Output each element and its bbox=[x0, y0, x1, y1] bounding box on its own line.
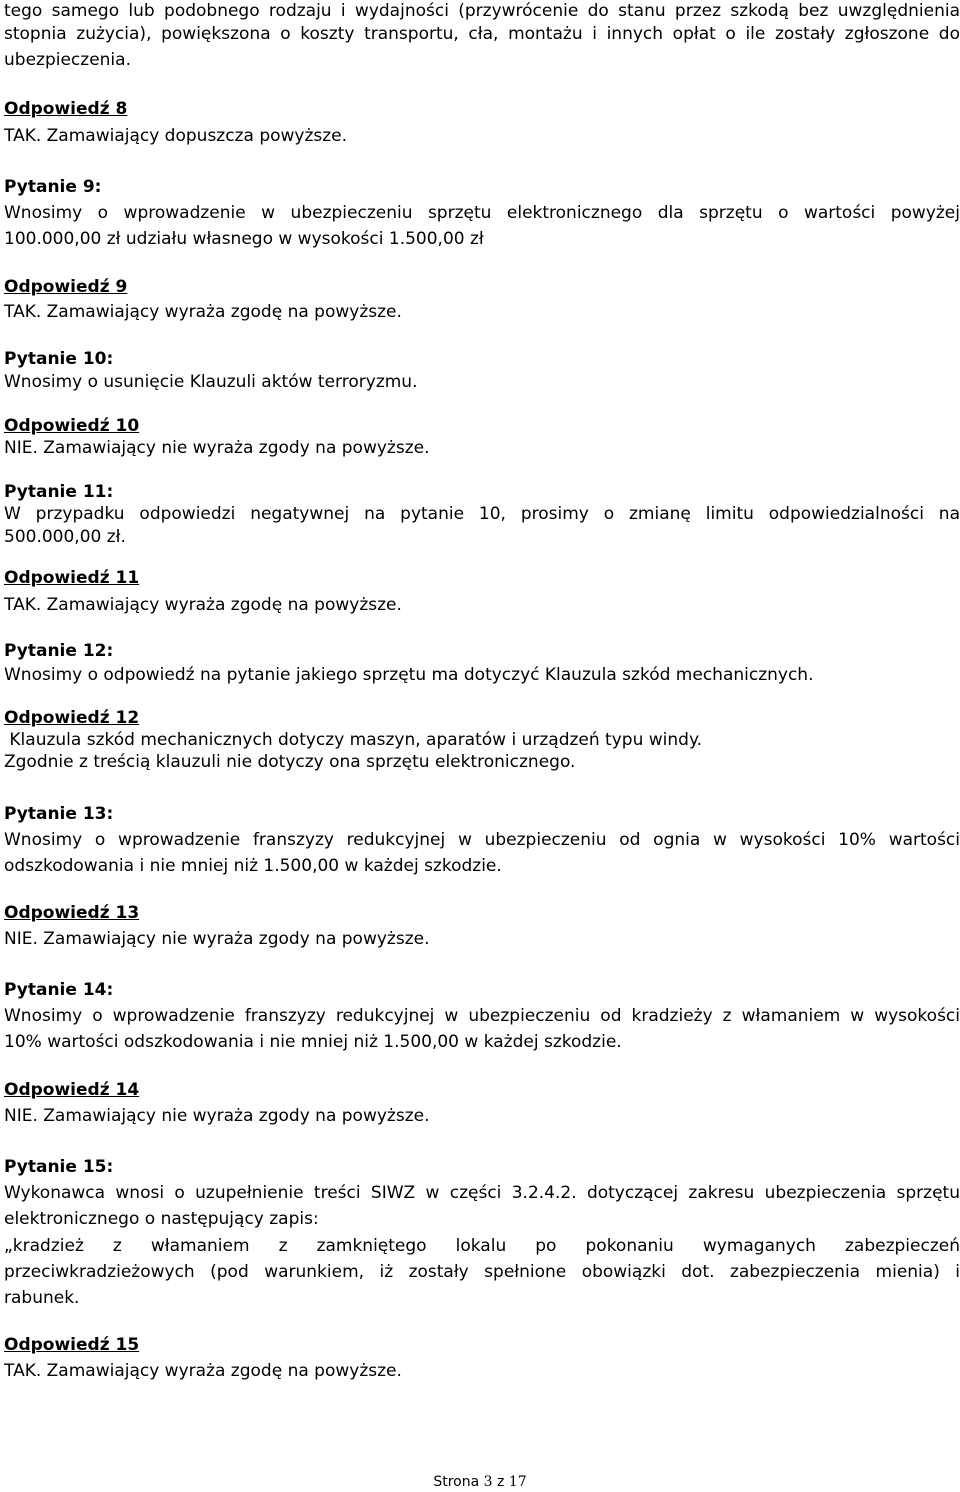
question-14-text: Wnosimy o wprowadzenie franszyzy redukcyjnej w ubezpieczeniu od kradzieży z włamaniem w wysokości bbox=[4, 1006, 960, 1026]
intro-line: stopnia zużycia), powiększona o koszty transportu, cła, montażu i innych opłat o ile zostały zgłoszone do bbox=[4, 24, 960, 44]
answer-13-text: NIE. Zamawiający nie wyraża zgody na powyższe. bbox=[4, 929, 430, 949]
question-11-text: 500.000,00 zł. bbox=[4, 527, 126, 547]
question-13-heading: Pytanie 13: bbox=[4, 804, 114, 824]
answer-14-text: NIE. Zamawiający nie wyraża zgody na powyższe. bbox=[4, 1106, 430, 1126]
answer-12-text: Zgodnie z treścią klauzuli nie dotyczy ona sprzętu elektronicznego. bbox=[4, 752, 576, 772]
answer-12-heading: Odpowiedź 12 bbox=[4, 708, 140, 728]
question-10-text: Wnosimy o usunięcie Klauzuli aktów terroryzmu. bbox=[4, 372, 418, 392]
answer-10-text: NIE. Zamawiający nie wyraża zgody na powyższe. bbox=[4, 438, 430, 458]
question-13-text: Wnosimy o wprowadzenie franszyzy redukcyjnej w ubezpieczeniu od ognia w wysokości 10% wartości bbox=[4, 830, 960, 850]
question-11-text: W przypadku odpowiedzi negatywnej na pytanie 10, prosimy o zmianę limitu odpowiedzialności na bbox=[4, 504, 960, 524]
answer-8-text: TAK. Zamawiający dopuszcza powyższe. bbox=[4, 126, 348, 146]
intro-line: ubezpieczenia. bbox=[4, 50, 131, 70]
question-15-text: elektronicznego o następujący zapis: bbox=[4, 1209, 319, 1229]
question-12-heading: Pytanie 12: bbox=[4, 641, 114, 661]
intro-line: tego samego lub podobnego rodzaju i wydajności (przywrócenie do stanu przez szkodą bez uwzględnienia bbox=[4, 1, 960, 21]
footer-page-number: 3 bbox=[483, 1474, 493, 1490]
question-10-heading: Pytanie 10: bbox=[4, 349, 114, 369]
footer-label: Strona bbox=[433, 1474, 480, 1490]
page-footer bbox=[0, 1474, 960, 1490]
question-11-heading: Pytanie 11: bbox=[4, 482, 114, 502]
question-15-text: rabunek. bbox=[4, 1288, 80, 1308]
question-9-text: 100.000,00 zł udziału własnego w wysokości 1.500,00 zł bbox=[4, 229, 484, 249]
question-15-heading: Pytanie 15: bbox=[4, 1157, 114, 1177]
answer-9-heading: Odpowiedź 9 bbox=[4, 277, 128, 297]
answer-11-heading: Odpowiedź 11 bbox=[4, 568, 140, 588]
question-15-text: „kradzież z włamaniem z zamkniętego lokalu po pokonaniu wymaganych zabezpieczeń bbox=[4, 1236, 960, 1256]
question-13-text: odszkodowania i nie mniej niż 1.500,00 w każdej szkodzie. bbox=[4, 856, 502, 876]
answer-9-text: TAK. Zamawiający wyraża zgodę na powyższe. bbox=[4, 302, 402, 322]
answer-15-heading: Odpowiedź 15 bbox=[4, 1335, 140, 1355]
answer-13-heading: Odpowiedź 13 bbox=[4, 903, 140, 923]
footer-separator: z bbox=[497, 1474, 505, 1490]
answer-15-text: TAK. Zamawiający wyraża zgodę na powyższe. bbox=[4, 1361, 402, 1381]
answer-8-heading: Odpowiedź 8 bbox=[4, 99, 128, 119]
question-15-text: przeciwkradzieżowych (pod warunkiem, iż zostały spełnione obowiązki dot. zabezpieczenia mienia) i bbox=[4, 1262, 960, 1282]
answer-11-text: TAK. Zamawiający wyraża zgodę na powyższe. bbox=[4, 595, 402, 615]
question-9-heading: Pytanie 9: bbox=[4, 177, 102, 197]
answer-10-heading: Odpowiedź 10 bbox=[4, 416, 140, 436]
question-14-text: 10% wartości odszkodowania i nie mniej niż 1.500,00 w każdej szkodzie. bbox=[4, 1032, 622, 1052]
answer-14-heading: Odpowiedź 14 bbox=[4, 1080, 140, 1100]
footer-total-pages: 17 bbox=[508, 1474, 527, 1490]
question-14-heading: Pytanie 14: bbox=[4, 980, 114, 1000]
question-12-text: Wnosimy o odpowiedź na pytanie jakiego sprzętu ma dotyczyć Klauzula szkód mechanicznych. bbox=[4, 665, 814, 685]
question-9-text: Wnosimy o wprowadzenie w ubezpieczeniu sprzętu elektronicznego dla sprzętu o wartości powyżej bbox=[4, 203, 960, 223]
question-15-text: Wykonawca wnosi o uzupełnienie treści SIWZ w części 3.2.4.2. dotyczącej zakresu ubezpieczenia sprzętu bbox=[4, 1183, 960, 1203]
answer-12-text: Klauzula szkód mechanicznych dotyczy maszyn, aparatów i urządzeń typu windy. bbox=[4, 730, 702, 750]
